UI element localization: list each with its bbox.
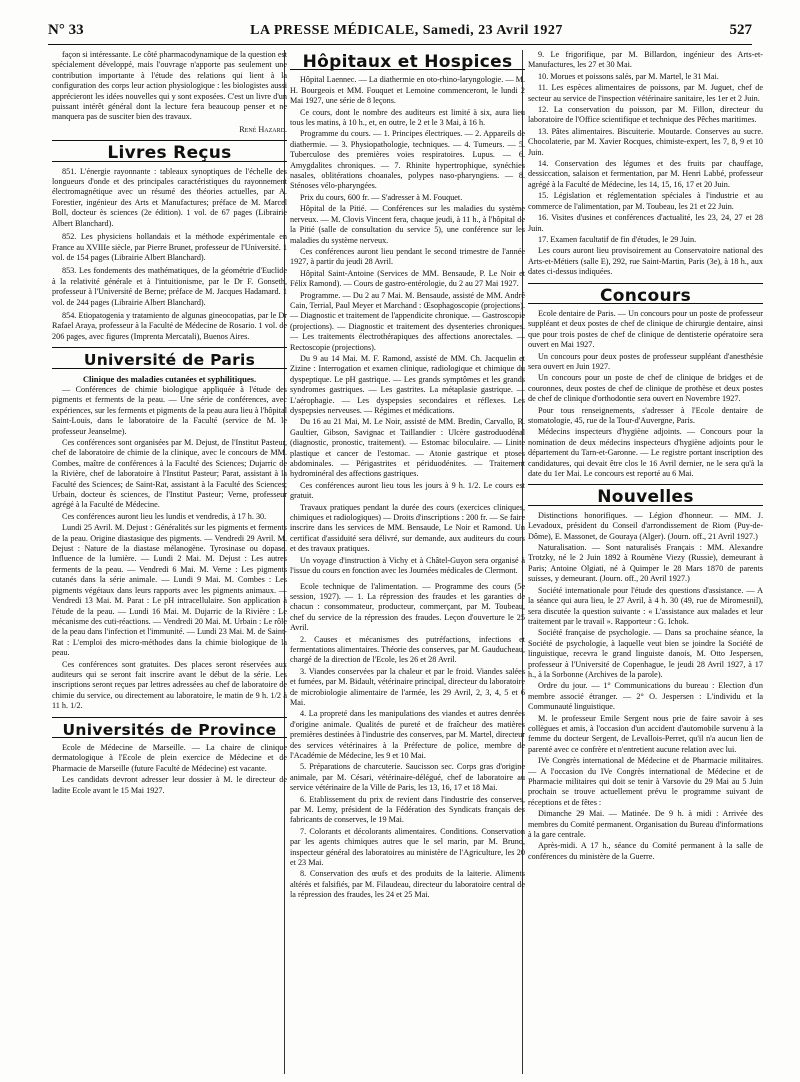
article-paragraph: Ordre du jour. — 1° Communications du bureau : Election d'un membre associé étranger. — 2° O. Jespersen : L'individu et la Communauté linguistique. xyxy=(528,681,763,712)
article-paragraph: Ces conférences auront lieu les lundis et vendredis, à 17 h. 30. xyxy=(62,511,267,521)
column-right xyxy=(528,50,763,1075)
article-paragraph: Un voyage d'instruction à Vichy et à Châtel-Guyon sera organisé à l'issue du cours en fonction avec les Journées médicales de Clermont. xyxy=(290,555,525,576)
book-entry: 853. Les fondements des mathématiques, de la géométrie d'Euclide à la relativité générale et à l'intuitionisme, par le Dr F. Gonseth, professeur à l'Université de Berne; préface de M. Jacques Hadamard. 1 vol. de 244 pages (Librairie Albert Blanchard). xyxy=(52,266,287,307)
article-paragraph: Société internationale pour l'étude des questions d'assistance. — A la séance qui aura lieu, le 27 Avril, à 4 h. 30 (49, rue de Miromesnil), sera discutée la question suivante : « L'assistance aux malades et leur traitement par le travail ». Rapporteur : G. Ichok. xyxy=(528,585,763,626)
article-paragraph: 12. La conservation du poisson, par M. Fillon, directeur du laboratoire de l'Office scientifique et technique des Pêches maritimes. xyxy=(528,105,763,125)
page-number: 527 xyxy=(729,22,752,38)
article-paragraph: Hôpital Laennec. — La diathermie en oto-rhino-laryngologie. — M. H. Bourgeois et MM. Fouquet et Lemoine commenceront, le lundi 2 Mai 1927, une série de 8 leçons. xyxy=(290,75,525,106)
article-paragraph: Un concours pour un poste de chef de clinique de bridges et de couronnes, deux postes de chef de clinique de prothèse et deux postes de chef de clinique d'orthodontie sera ouvert en Novembre 1927. xyxy=(528,373,763,404)
section-rule xyxy=(52,347,287,348)
article-paragraph: Programme du cours. — 1. Principes électriques. — 2. Appareils de diathermie. — 3. Physiopathologie, techniques. — 4. Tumeurs. — 5. Tuberculose des premières voies respiratoires. Lupus. — 6. Amygdalites chroniques. — 7. Rhinite hypertrophique, synéchies nasales, oblitérations choanales, polypes naso-pharyngiens. — 8. Sténoses vélo-pharyngées. xyxy=(290,129,525,191)
book-entry: 851. L'énergie rayonnante : tableaux synoptiques de l'échelle des longueurs d'onde et des principales caractéristiques du rayonnement électromagnétique avec un résumé des théories actuelles, par A. Forestier, ingénieur des Arts et Manufactures; préface de M. Marcel Boll, docteur ès sciences (2e édition). 1 vol. de 67 pages (Librairie Albert Blanchard). xyxy=(52,166,287,228)
article-paragraph: Ce cours, dont le nombre des auditeurs est limité à six, aura lieu tous les matins, à 10 h., et, en outre, le 2 et le 3 Mai, à 16 h. xyxy=(290,107,525,128)
article-paragraph: Du 9 au 14 Mai. M. F. Ramond, assisté de MM. Ch. Jacquelin et Zizine : Interrogation et examen clinique, radiologique et chimique du dyspeptique. Le pH gastrique. — Les grands symptômes et les grands syndromes gastriques. — Les gastrites. La métaplasie gastrique. — L'aérophagie. — Les dyspepsies secondaires et réflexes. Les dyspepsies nerveuses. — Régimes et médications. xyxy=(290,353,525,415)
section-title-universite-paris: Université de Paris xyxy=(83,351,256,370)
article-paragraph: Travaux pratiques pendant la durée des cours (exercices cliniques, chimiques et radiologiques) — Droits d'inscriptions : 200 fr. — Se faire inscrire dans les services de MM. Bensaude, Le Noir et Ramond. Un certificat d'assiduité sera délivré, sur demande, aux auditeurs du cours et des travaux pratiques. xyxy=(290,502,525,554)
section-title-hopitaux: Hôpitaux et Hospices xyxy=(302,52,513,72)
article-paragraph: 9. Le frigorifique, par M. Billardon, ingénieur des Arts-et-Manufactures, les 27 et 30 Mai. xyxy=(528,50,763,70)
subsection-title: Clinique des maladies cutanées et syphilitiques. xyxy=(82,373,257,384)
column-middle xyxy=(290,50,525,1075)
book-entry: 854. Etiopatogenia y tratamiento de algunas gineocopatias, par le Dr Rafael Araya, professeur à la Faculté de Médecine de Rosario. 1 vol. de 206 pages, avec figures (Imprenta Mercatali), Buenos Aires. xyxy=(52,310,287,341)
article-paragraph: Naturalisation. — Sont naturalisés Français : MM. Alexandre Trotzky, né le 2 Juin 1892 à Roumène Viezy (Russie), demeurant à Paris; Antoine Olgiati, né à Quimper le 28 Mars 1870 de parents suisses, y demeurant. (Journ. off., 20 Avril 1927.) xyxy=(528,543,763,584)
article-paragraph: 2. Causes et mécanismes des putréfactions, infections et fermentations alimentaires. Théorie des conserves, par M. Gauducheau, chargé de la direction de l'Ecole, les 26 et 28 Avril. xyxy=(290,634,525,665)
article-paragraph: Un concours pour deux postes de professeur suppléant d'anesthésie sera ouvert en Juin 1927. xyxy=(528,351,763,371)
article-paragraph: 13. Pâtes alimentaires. Biscuiterie. Moutarde. Conserves au sucre. Chocolaterie, par M. Xavier Rocques, chimiste-expert, les 7, 8, 9 et 10 Juin. xyxy=(528,126,763,157)
article-paragraph: 5. Préparations de charcuterie. Saucisson sec. Corps gras d'origine animale, par M. Césari, vétérinaire-délégué, chef de laboratoire au service vétérinaire de la Ville de Paris, les 13, 16, 17 et 18 Mai. xyxy=(290,762,525,793)
article-paragraph: Les candidats devront adresser leur dossier à M. le directeur de ladite Ecole avant le 15 Mai 1927. xyxy=(52,775,287,795)
article-paragraph: Lundi 25 Avril. M. Dejust : Généralités sur les pigments et ferments de la peau. Origine diastasique des pigments. — Vendredi 29 Avril. M. Dejust : Nature de la diastase mélanogène. Tyrosinase ou dopase. Influence de la lumière. — Lundi 2 Mai. M. Dejust : Les autres ferments de la peau. — Vendredi 6 Mai. M. Verne : Les pigments cutanés dans la série animale. — Lundi 9 Mai. M. Combes : Les pigments végétaux dans leurs rapports avec les pigments animaux. — Vendredi 13 Mai. M. Parat : Le pH intracellulaire. Son application à l'étude de la peau. — Lundi 16 Mai. M. Dujarric de la Rivière : Le mécanisme des cuti-réactions. — Vendredi 20 Mai. M. Urbain : Le rôle de la peau dans l'infection et l'immunité. — Lundi 23 Mai. M. de Saint-Rat : L'emploi des micro-méthodes dans la chimie biologique de la peau. xyxy=(52,523,287,658)
section-rule xyxy=(52,140,287,141)
article-paragraph: Pour tous renseignements, s'adresser à l'Ecole dentaire de stomatologie, 45, rue de la Tour-d'Auvergne, Paris. xyxy=(528,405,763,425)
section-rule xyxy=(528,283,763,284)
article-paragraph: M. le professeur Emile Sergent nous prie de faire savoir à ses collègues et amis, à l'occasion d'un accident d'automobile survenu à la femme du docteur Sergent, de Levallois-Perret, qu'il n'a aucun lien de parenté avec ce confrère et n'entretient aucune relation avec lui. xyxy=(528,713,763,754)
section-rule xyxy=(52,717,287,718)
article-paragraph: Après-midi. A 17 h., séance du Comité permanent à la salle de conférences du ministère de la Guerre. xyxy=(528,841,763,861)
book-entry: 852. Les physiciens hollandais et la méthode expérimentale en France au XVIIIe siècle, par Pierre Brunet, professeur de l'Université. 1 vol. de 154 pages (Librairie Albert Blanchard). xyxy=(52,232,287,262)
column-left xyxy=(52,50,287,1075)
signature: René Hazard. xyxy=(239,124,287,134)
article-paragraph: Ecole dentaire de Paris. — Un concours pour un poste de professeur suppléant et deux postes de chef de clinique de chirurgie dentaire, ainsi que pour trois postes de chef de clinique de dentisterie opératoire sera ouvert en Mai 1927. xyxy=(528,308,763,350)
article-paragraph: Société française de psychologie. — Dans sa prochaine séance, la Société de psychologie, à laquelle veut bien se joindre la Société de linguistique, recevra le grand linguiste danois, M. Otto Jespersen, professeur à l'Université de Copenhague, le jeudi 28 Avril 1927, à 17 h., à la Sorbonne (Archives de la parole). xyxy=(528,628,763,679)
article-paragraph: Prix du cours, 600 fr. — S'adresser à M. Fouquet. xyxy=(300,192,463,202)
article-paragraph: 4. La propreté dans les manipulations des viandes et autres denrées d'origine animale. Qualités de pureté et de fraîcheur des matières premières destinées à l'industrie des conserves, par M. Martel, directeur des services vétérinaires à la Préfecture de police, membre de l'Académie de Médecine, les 9 et 10 Mai. xyxy=(290,709,525,760)
article-paragraph: 8. Conservation des œufs et des produits de la laiterie. Aliments altérés et falsifiés, par M. Filaudeau, directeur du laboratoire central de la répression des fraudes, les 24 et 25 Mai. xyxy=(290,869,525,900)
article-paragraph: 11. Les espèces alimentaires de poissons, par M. Juguet, chef de secteur au service de l'inspection vétérinaire sanitaire, les 1er et 2 Juin. xyxy=(528,83,763,103)
article-paragraph: 6. Etablissement du prix de revient dans l'industrie des conserves, par M. Lemy, président de la Fédération des Syndicats français des fabricants de conserves, le 19 Mai. xyxy=(290,794,525,825)
article-paragraph: Médecins inspecteurs d'hygiène adjoints. — Concours pour la nomination de deux médecins inspecteurs d'hygiène adjoints pour le département du Tarn-et-Garonne. — Le registre portant inscription des candidatures, qui devait être clos le 16 Avril dernier, ne le sera qu'à la date du 1er Mai. Le concours est reporté au 6 Mai. xyxy=(528,427,763,479)
issue-number: N° 33 xyxy=(48,22,84,38)
section-title-livres: Livres Reçus xyxy=(107,143,232,164)
section-title-concours: Concours xyxy=(599,285,692,306)
article-paragraph: — Conférences de chimie biologique appliquée à l'étude des pigments et ferments de la peau. — Une série de conférences, avec expériences, sur les ferments et pigments de la peau aura lieu à l'hôpital Saint-Louis, dans le laboratoire de la Faculté (service de M. le professeur Jeanselme). xyxy=(52,384,287,436)
article-paragraph: Ces conférences sont organisées par M. Dejust, de l'Institut Pasteur, chef de laboratoire de chimie de la clinique, avec le concours de MM. Combes, maître de conférences à la Faculté des Sciences; Dujarric de la Rivière, chef de laboratoire à l'Institut Pasteur; Parat, assistant à la Faculté des Sciences; de Saint-Rat, assistant à la Faculté des Sciences; Urbain, docteur ès sciences, de l'Institut Pasteur; Verne, professeur agrégé à la Faculté de Médecine. xyxy=(52,438,287,510)
article-paragraph: 10. Morues et poissons salés, par M. Martel, le 31 Mai. xyxy=(538,71,719,81)
article-paragraph: Ces conférences sont gratuites. Des places seront réservées aux auditeurs qui se seront fait inscrire avant le début de la série. Les inscriptions seront reçues par lettres adressées au chef de laboratoire de chimie du service, ou directement au laboratoire, le matin de 9 h. 1/2 à 11 h. 1/2. xyxy=(52,659,287,711)
header-rule xyxy=(48,44,752,45)
article-paragraph: Hôpital de la Pitié. — Conférences sur les maladies du système nerveux. — M. Clovis Vincent fera, chaque jeudi, à 11 h., à l'hôpital de la Pitié (salle de consultation du service 5), une conférence sur les maladies du système nerveux. xyxy=(290,204,525,245)
article-paragraph: Ecole technique de l'alimentation. — Programme des cours (5e session, 1927). — 1. La répression des fraudes et les garanties de chacun : consommateur, producteur, commerçant, par M. Toubeau, chef du service de la répression des fraudes. Leçon d'ouverture le 25 Avril. xyxy=(290,581,525,633)
article-paragraph: 16. Visites d'usines et conférences d'actualité, les 23, 24, 27 et 28 Juin. xyxy=(528,213,763,233)
section-title-universites-province: Universités de Province xyxy=(62,720,277,739)
article-paragraph: Dimanche 29 Mai. — Matinée. De 9 h. à midi : Arrivée des membres du Comité permanent. Organisation du Bureau d'informations à la gare centrale. xyxy=(528,809,763,840)
article-paragraph: Les cours auront lieu provisoirement au Conservatoire national des Arts-et-Métiers (salle E), 292, rue Saint-Martin, Paris (3e), à 18 h., aux dates ci-dessus indiquées. xyxy=(528,246,763,277)
article-paragraph: Ecole de Médecine de Marseille. — La chaire de clinique dermatologique à l'Ecole de plein exercice de Médecine et de Pharmacie de Marseille (future Faculté de Médecine) est vacante. xyxy=(52,742,287,773)
publication-title: LA PRESSE MÉDICALE, Samedi, 23 Avril 1927 xyxy=(250,23,563,38)
article-paragraph: 3. Viandes conservées par la chaleur et par le froid. Viandes salées et fumées, par M. Bidault, vétérinaire principal, directeur du laboratoire de microbiologie alimentaire de l'armée, les 29 Avril, 2, 3, 4, 5 et 6 Mai. xyxy=(290,666,525,707)
page-header xyxy=(48,22,752,44)
article-paragraph: 15. Législation et réglementation spéciales à l'industrie et au commerce de l'alimentation, par M. Toubeau, les 21 et 22 Juin. xyxy=(528,191,763,211)
article-paragraph: Ces conférences auront lieu tous les jours à 9 h. 1/2. Le cours est gratuit. xyxy=(290,480,525,501)
section-rule xyxy=(528,484,763,485)
article-paragraph: Hôpital Saint-Antoine (Services de MM. Bensaude, P. Le Noir et Félix Ramond). — Cours de gastro-entérologie, du 2 au 27 Mai 1927. xyxy=(290,268,525,289)
article-paragraph: Programme. — Du 2 au 7 Mai. M. Bensaude, assisté de MM. André Cain, Terrial, Paul Meyer et Marchand : Œsophagoscopie (projections). — Diagnostic et traitement de l'appendicite chronique. — Gastroscopie (projections). — Diagnostic et traitement des dysenteries chroniques. — Les traitements électrothérapiques des affections anorectales. — Rectoscopie (projections). xyxy=(290,290,525,352)
article-paragraph: IVe Congrès international de Médecine et de Pharmacie militaires. — A l'occasion du IVe Congrès international de Médecine et de Pharmacie militaires qui doit se tenir à Varsovie du 29 Mai au 5 Juin prochain se trouve actuellement prévu le programme suivant de réceptions et de fêtes : xyxy=(528,756,763,807)
article-paragraph: 17. Examen facultatif de fin d'études, le 29 Juin. xyxy=(538,234,697,244)
article-paragraph: Distinctions honorifiques. — Légion d'honneur. — MM. J. Levadoux, président du Conseil d'arrondissement de Riom (Puy-de-Dôme), E. Massonet, de Gouraya (Alger). (Journ. off., 21 Avril 1927.) xyxy=(528,510,763,541)
article-paragraph: Ces conférences auront lieu pendant le second trimestre de l'année 1927, à partir du jeudi 28 Avril. xyxy=(290,246,525,267)
article-paragraph: 14. Conservation des légumes et des fruits par chauffage, dessiccation, salaison et fermentation, par M. Henri Labbé, professeur agrégé à la Faculté de Médecine, les 14, 15, 16, 17 et 20 Juin. xyxy=(528,159,763,189)
article-paragraph: 7. Colorants et décolorants alimentaires. Conditions. Conservation par les agents chimiques autres que le sel marin, par M. Bruno, inspecteur général des laboratoires au ministère de l'Agriculture, les 20 et 23 Mai. xyxy=(290,826,525,868)
article-paragraph: Du 16 au 21 Mai, M. Le Noir, assisté de MM. Bredin, Carvallo, R. Gaultier, Gibson, Savignac et Taillandier : Ulcère gastroduodénal (diagnostic, pronostic, traitement). — Estomac biloculaire. — Linite plastique et cancer de l'estomac. — Atonie gastrique et ptoses abdominales. — Périgastrites et périduodénites. — Traitement hydrominéral des affections gastriques. xyxy=(290,417,525,479)
section-title-nouvelles: Nouvelles xyxy=(597,487,694,508)
intro-paragraph: façon si intéressante. Le côté pharmacodynamique de la question est spécialement développé, mais l'ouvrage n'apporte pas seulement une contribution importante à l'étude des relations qui lient à la configuration des corps leur action physiologique : les biologistes aussi apprécieront les idées nouvelles qui y sont exposées. C'est un livre d'un puissant intérêt général dont la lecture fera beaucoup penser et ne manquera pas de susciter bien des travaux. xyxy=(52,50,287,122)
